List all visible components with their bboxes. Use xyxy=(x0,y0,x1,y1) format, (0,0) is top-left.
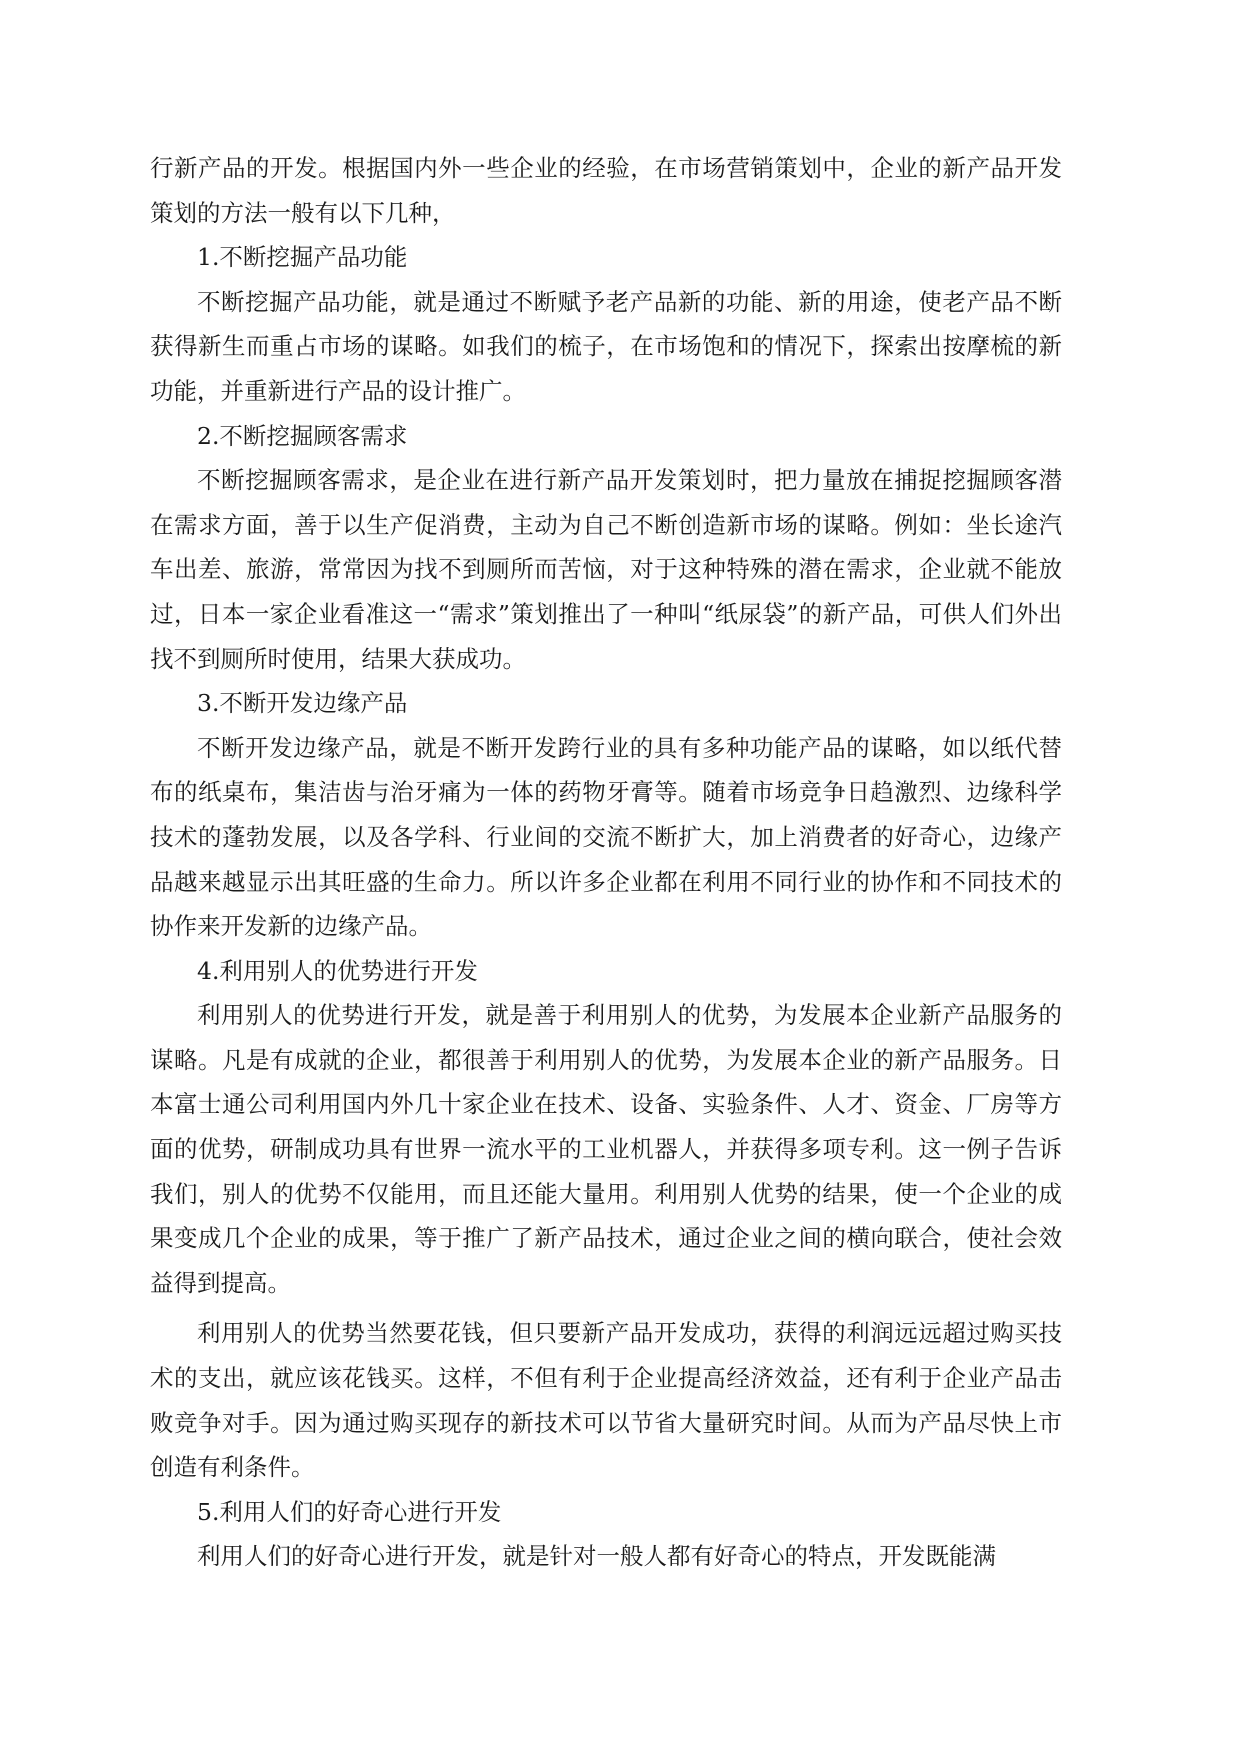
section-heading-1: 1.不断挖掘产品功能 xyxy=(197,243,408,272)
paragraph: 不断开发边缘产品，就是不断开发跨行业的具有多种功能产品的谋略，如以纸代替布的纸桌布，集洁齿与治牙痛为一体的药物牙膏等。随着市场竞争日趋激烈、边缘科学技术的蓬勃发展，以及各学科、行业间的交流不断扩大，加上消费者的好奇心，边缘产品越来越显示出其旺盛的生命力。所以许多企业都在利用不同行业的协作和不同技术的协作来开发新的边缘产品。 xyxy=(150,733,1062,941)
section-heading-4: 4.利用别人的优势进行开发 xyxy=(197,956,478,985)
paragraph-continued: 行新产品的开发。根据国内外一些企业的经验，在市场营销策划中，企业的新产品开发策划的方法一般有以下几种， xyxy=(150,154,1062,227)
document-body xyxy=(150,146,1062,1579)
paragraph: 利用人们的好奇心进行开发，就是针对一般人都有好奇心的特点，开发既能满 xyxy=(197,1542,996,1571)
section-heading-5: 5.利用人们的好奇心进行开发 xyxy=(197,1497,502,1526)
section-heading-3: 3.不断开发边缘产品 xyxy=(197,689,408,718)
paragraph: 利用别人的优势当然要花钱，但只要新产品开发成功，获得的利润远远超过购买技术的支出，就应该花钱买。这样，不但有利于企业提高经济效益，还有利于企业产品击败竞争对手。因为通过购买现存的新技术可以节省大量研究时间。从而为产品尽快上市创造有利条件。 xyxy=(150,1319,1062,1482)
paragraph: 不断挖掘顾客需求，是企业在进行新产品开发策划时，把力量放在捕捉挖掘顾客潜在需求方面，善于以生产促消费，主动为自己不断创造新市场的谋略。例如：坐长途汽车出差、旅游，常常因为找不到厕所而苦恼，对于这种特殊的潜在需求，企业就不能放过，日本一家企业看准这一“需求”策划推出了一种叫“纸尿袋”的新产品，可供人们外出找不到厕所时使用，结果大获成功。 xyxy=(150,466,1062,673)
paragraph: 不断挖掘产品功能，就是通过不断赋予老产品新的功能、新的用途，使老产品不断获得新生而重占市场的谋略。如我们的梳子，在市场饱和的情况下，探索出按摩梳的新功能，并重新进行产品的设计推广。 xyxy=(150,287,1062,405)
section-heading-2: 2.不断挖掘顾客需求 xyxy=(197,421,408,450)
paragraph: 利用别人的优势进行开发，就是善于利用别人的优势，为发展本企业新产品服务的谋略。凡是有成就的企业，都很善于利用别人的优势，为发展本企业的新产品服务。日本富士通公司利用国内外几十家企业在技术、设备、实验条件、人才、资金、厂房等方面的优势，研制成功具有世界一流水平的工业机器人，并获得多项专利。这一例子告诉我们，别人的优势不仅能用，而且还能大量用。利用别人优势的结果，使一个企业的成果变成几个企业的成果，等于推广了新产品技术，通过企业之间的横向联合，使社会效益得到提高。 xyxy=(150,1001,1062,1297)
